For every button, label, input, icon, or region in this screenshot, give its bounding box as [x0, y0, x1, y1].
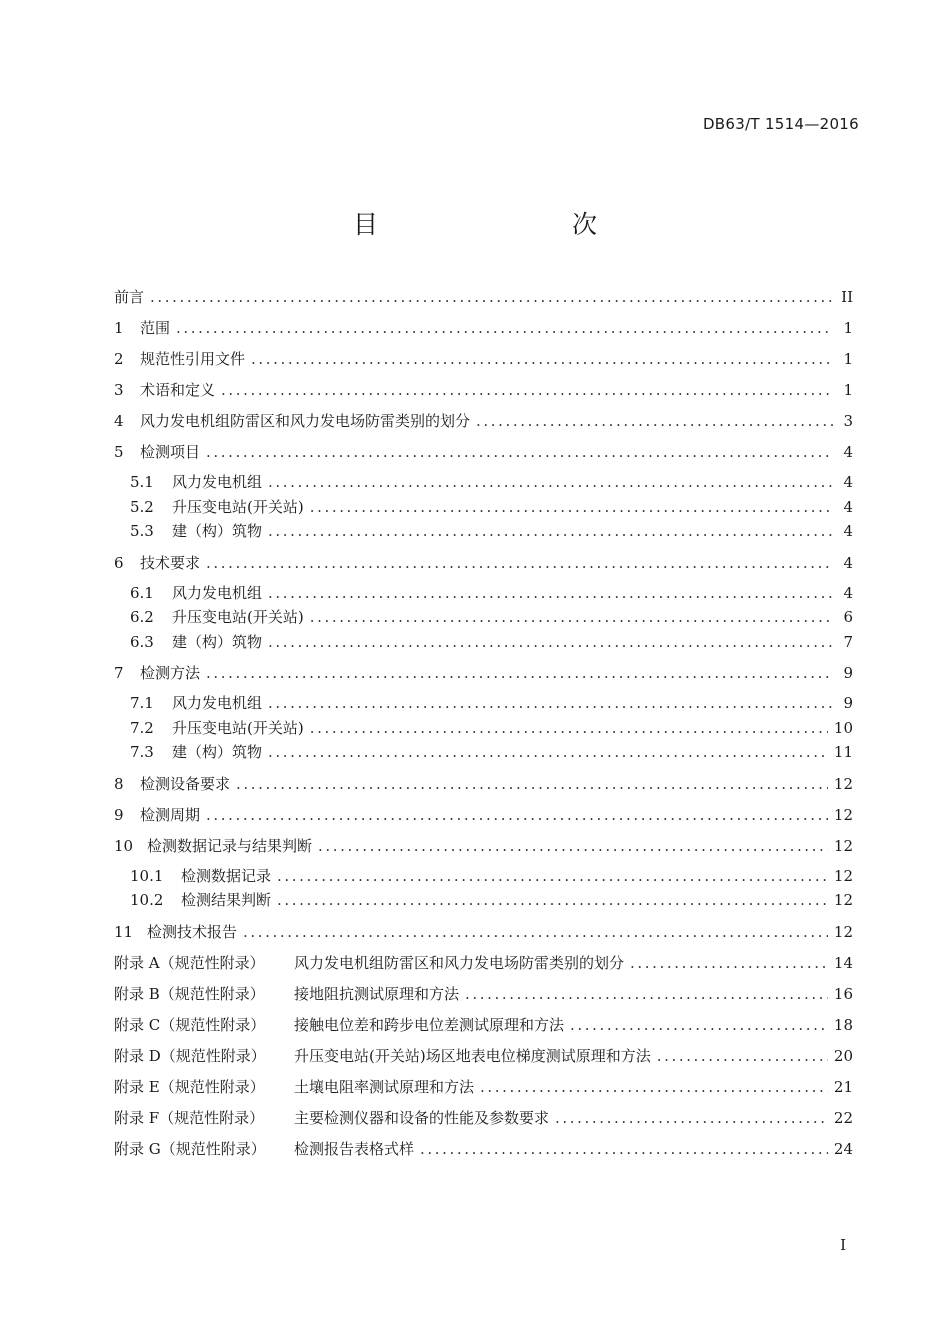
toc-entry-page: 16	[833, 984, 853, 1003]
toc-entry-label: 建（构）筑物	[172, 632, 263, 651]
dot-leader	[555, 1105, 828, 1131]
dot-leader	[570, 1012, 828, 1038]
dot-leader	[221, 377, 833, 403]
toc-appendix-entry[interactable]	[114, 1043, 853, 1074]
toc-entry-label: 升压变电站(开关站)	[172, 718, 304, 737]
page-title: 目 次	[352, 210, 645, 239]
dot-leader	[268, 630, 833, 654]
toc-entry-number: 7.1	[130, 694, 154, 712]
toc-subentry[interactable]	[114, 495, 853, 520]
dot-leader	[277, 864, 828, 888]
toc-entry-number: 10.2	[130, 891, 164, 909]
toc-entry-label: 升压变电站(开关站)	[172, 608, 304, 626]
toc-entry-page: 6	[843, 608, 853, 626]
toc-subentry[interactable]	[114, 581, 853, 606]
toc-entry-page: 1	[843, 319, 853, 337]
appendix-id: 附录 D（规范性附录）	[114, 1046, 266, 1065]
toc-entry-page: 18	[833, 1015, 853, 1034]
toc-entry-number: 6.3	[130, 632, 154, 651]
dot-leader	[268, 519, 833, 543]
toc-subentry[interactable]	[114, 888, 853, 913]
toc-entry-label: 接触电位差和跨步电位差测试原理和方法	[294, 1015, 565, 1034]
appendix-id: 附录 E（规范性附录）	[114, 1077, 265, 1096]
dot-leader	[310, 716, 828, 740]
appendix-id: 附录 F（规范性附录）	[114, 1108, 265, 1127]
dot-leader	[268, 581, 833, 605]
toc-appendix-entry[interactable]	[114, 981, 853, 1012]
dot-leader	[150, 284, 833, 310]
dot-leader	[206, 802, 828, 828]
toc-entry-label: 升压变电站(开关站)场区地表电位梯度测试原理和方法	[294, 1046, 651, 1065]
toc-entry-page: 11	[833, 743, 853, 761]
toc-entry-label: 检测方法	[140, 664, 201, 682]
dot-leader	[268, 470, 833, 494]
toc-entry-page: 12	[833, 891, 853, 909]
toc-entry[interactable]	[114, 919, 853, 950]
dot-leader	[465, 981, 828, 1007]
dot-leader	[206, 550, 833, 576]
toc-entry-page: 4	[843, 583, 853, 602]
toc-appendix-entry[interactable]	[114, 1136, 853, 1167]
appendix-id: 附录 A（规范性附录）	[114, 953, 265, 972]
toc-entry-page: 12	[833, 866, 853, 885]
toc-entry-number: 9	[114, 805, 124, 824]
toc-entry-page: 4	[843, 553, 853, 572]
toc-entry-page: II	[841, 288, 853, 306]
toc-entry-page: 10	[833, 718, 853, 737]
toc-entry-number: 10	[114, 836, 134, 855]
dot-leader	[657, 1043, 828, 1069]
dot-leader	[476, 408, 833, 434]
toc-entry-page: 4	[843, 443, 853, 461]
toc-entry-label: 术语和定义	[140, 381, 216, 399]
toc-entry-page: 9	[843, 694, 853, 712]
toc-entry-page: 12	[833, 774, 853, 793]
dot-leader	[206, 660, 833, 686]
toc-entry-label: 检测技术报告	[147, 922, 238, 941]
toc-entry[interactable]	[114, 802, 853, 833]
appendix-id: 附录 C（规范性附录）	[114, 1015, 266, 1034]
dot-leader	[480, 1074, 828, 1100]
toc-entry[interactable]	[114, 833, 853, 864]
document-code: DB63/T 1514—2016	[702, 115, 859, 133]
dot-leader	[310, 605, 833, 629]
toc-entry-label: 建（构）筑物	[172, 743, 263, 761]
toc-entry-label: 检测报告表格式样	[294, 1139, 415, 1158]
toc-entry-label: 主要检测仪器和设备的性能及参数要求	[294, 1108, 550, 1127]
toc-subentry[interactable]	[114, 470, 853, 495]
toc-entry-page: 9	[843, 664, 853, 682]
toc-entry-number: 11	[114, 922, 134, 941]
toc-entry-number: 2	[114, 350, 124, 368]
toc-entry[interactable]	[114, 550, 853, 581]
dot-leader	[243, 919, 828, 945]
toc-entry-page: 4	[843, 473, 853, 491]
toc-entry-label: 范围	[140, 319, 171, 337]
toc-entry[interactable]	[114, 660, 853, 691]
toc-entry-label: 检测结果判断	[181, 891, 272, 909]
toc-entry-number: 8	[114, 774, 124, 793]
dot-leader	[310, 495, 833, 519]
toc-entry-label: 前言	[114, 288, 145, 306]
toc-subentry[interactable]	[114, 716, 853, 741]
toc-entry-number: 4	[114, 412, 124, 430]
table-of-contents	[114, 284, 853, 1167]
toc-entry-number: 5.1	[130, 473, 154, 491]
toc-entry-label: 检测设备要求	[140, 774, 231, 793]
toc-entry-number: 10.1	[130, 866, 164, 885]
toc-entry-foreword[interactable]	[114, 284, 853, 315]
toc-entry-label: 规范性引用文件	[140, 350, 246, 368]
toc-entry-label: 升压变电站(开关站)	[172, 497, 304, 516]
toc-entry-page: 4	[843, 522, 853, 540]
toc-entry-label: 接地阻抗测试原理和方法	[294, 984, 460, 1003]
toc-entry[interactable]	[114, 408, 853, 439]
toc-entry-page: 14	[833, 953, 853, 972]
toc-entry-number: 5.3	[130, 522, 154, 540]
page-number: I	[840, 1236, 846, 1254]
toc-entry-label: 风力发电机组防雷区和风力发电场防雷类别的划分	[294, 953, 625, 972]
toc-appendix-entry[interactable]	[114, 1074, 853, 1105]
toc-subentry[interactable]	[114, 605, 853, 630]
toc-entry-page: 1	[843, 381, 853, 399]
toc-entry-label: 土壤电阻率测试原理和方法	[294, 1077, 475, 1096]
dot-leader	[206, 439, 833, 465]
dot-leader	[268, 740, 828, 764]
dot-leader	[420, 1136, 828, 1162]
toc-entry-number: 5	[114, 443, 124, 461]
toc-entry-label: 建（构）筑物	[172, 522, 263, 540]
toc-entry-page: 12	[833, 922, 853, 941]
toc-entry-label: 风力发电机组	[172, 694, 263, 712]
toc-entry-label: 风力发电机组	[172, 473, 263, 491]
toc-subentry[interactable]	[114, 630, 853, 655]
toc-entry-page: 12	[833, 805, 853, 824]
dot-leader	[277, 888, 828, 912]
toc-entry[interactable]	[114, 377, 853, 408]
toc-entry-number: 1	[114, 319, 124, 337]
toc-entry-number: 5.2	[130, 497, 154, 516]
toc-entry[interactable]	[114, 771, 853, 802]
dot-leader	[318, 833, 828, 859]
toc-entry-page: 1	[843, 350, 853, 368]
toc-entry-label: 风力发电机组防雷区和风力发电场防雷类别的划分	[140, 412, 471, 430]
toc-subentry[interactable]	[114, 740, 853, 765]
toc-entry-page: 12	[833, 836, 853, 855]
toc-entry-page: 20	[833, 1046, 853, 1065]
toc-appendix-entry[interactable]	[114, 1012, 853, 1043]
toc-entry-page: 7	[843, 632, 853, 651]
toc-entry[interactable]	[114, 439, 853, 470]
toc-entry[interactable]	[114, 315, 853, 346]
toc-entry-page: 22	[833, 1108, 853, 1127]
toc-subentry[interactable]	[114, 691, 853, 716]
toc-entry-number: 6.2	[130, 608, 154, 626]
toc-entry-number: 7.3	[130, 743, 154, 761]
toc-entry[interactable]	[114, 346, 853, 377]
toc-entry-page: 21	[833, 1077, 853, 1096]
toc-entry-label: 检测周期	[140, 805, 201, 824]
toc-entry-label: 技术要求	[140, 553, 201, 572]
toc-entry-label: 检测数据记录	[181, 866, 272, 885]
toc-appendix-entry[interactable]	[114, 1105, 853, 1136]
dot-leader	[176, 315, 833, 341]
toc-subentry[interactable]	[114, 519, 853, 544]
appendix-id: 附录 G（规范性附录）	[114, 1139, 266, 1158]
toc-entry-label: 风力发电机组	[172, 583, 263, 602]
toc-entry-number: 6.1	[130, 583, 154, 602]
toc-entry-page: 3	[843, 412, 853, 430]
toc-entry-number: 7.2	[130, 718, 154, 737]
dot-leader	[251, 346, 833, 372]
toc-entry-page: 24	[833, 1139, 853, 1158]
toc-entry-number: 3	[114, 381, 124, 399]
dot-leader	[630, 950, 828, 976]
toc-entry-page: 4	[843, 497, 853, 516]
toc-subentry[interactable]	[114, 864, 853, 889]
dot-leader	[236, 771, 828, 797]
toc-entry-number: 7	[114, 664, 124, 682]
toc-entry-label: 检测数据记录与结果判断	[147, 836, 313, 855]
toc-appendix-entry[interactable]	[114, 950, 853, 981]
toc-entry-number: 6	[114, 553, 124, 572]
dot-leader	[268, 691, 833, 715]
toc-entry-label: 检测项目	[140, 443, 201, 461]
appendix-id: 附录 B（规范性附录）	[114, 984, 265, 1003]
